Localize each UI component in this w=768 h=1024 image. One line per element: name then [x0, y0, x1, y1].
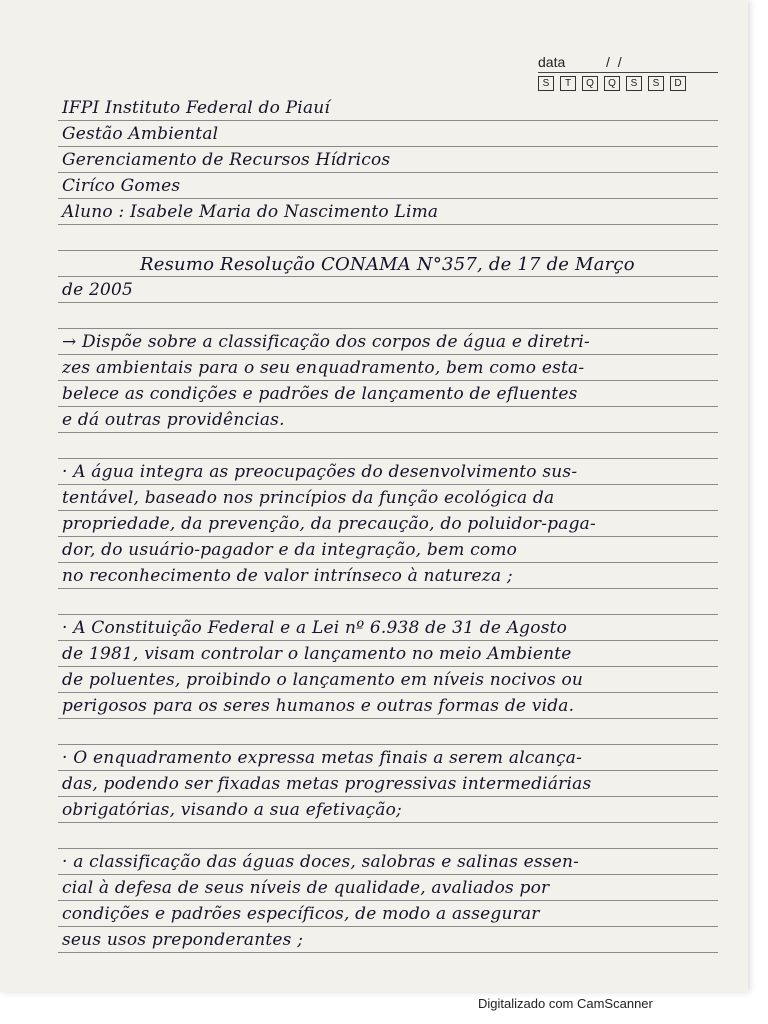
paragraph-line: obrigatórias, visando a sua efetivação; [62, 800, 402, 820]
paragraph-line: perigosos para os seres humanos e outras formas de vida. [62, 696, 575, 716]
ruled-line [58, 172, 718, 173]
weekday-box: Q [582, 76, 598, 91]
ruled-line [58, 536, 718, 537]
ruled-line [58, 406, 718, 407]
ruled-line [58, 458, 718, 459]
ruled-line [58, 640, 718, 641]
summary-title: Resumo Resolução CONAMA N°357, de 17 de Março [140, 254, 635, 275]
ruled-line [58, 302, 718, 303]
ruled-line [58, 874, 718, 875]
ruled-line [58, 250, 718, 251]
ruled-line [58, 926, 718, 927]
weekday-box: Q [604, 76, 620, 91]
weekday-box: T [560, 76, 576, 91]
date-header [538, 52, 718, 96]
ruled-line [58, 198, 718, 199]
ruled-line [58, 328, 718, 329]
paragraph-line: tentável, baseado nos princípios da função ecológica da [62, 488, 555, 508]
weekday-box: S [648, 76, 664, 91]
ruled-line [58, 224, 718, 225]
ruled-line [58, 484, 718, 485]
summary-title-cont: de 2005 [62, 280, 134, 300]
ruled-line [58, 354, 718, 355]
ruled-line [58, 146, 718, 147]
ruled-line [58, 848, 718, 849]
course-line: Gestão Ambiental [62, 124, 219, 144]
paragraph-line: · a classificação das águas doces, salobras e salinas essen- [62, 852, 580, 872]
date-label: data [538, 54, 566, 70]
ruled-line [58, 692, 718, 693]
ruled-line [58, 614, 718, 615]
teacher-line: Ciríco Gomes [62, 176, 181, 196]
ruled-line [58, 276, 718, 277]
paragraph-line: belece as condições e padrões de lançamento de efluentes [62, 384, 578, 404]
paragraph-line: → Dispõe sobre a classificação dos corpos de água e diretri- [62, 332, 590, 352]
paragraph-line: cial à defesa de seus níveis de qualidade, avaliados por [62, 878, 550, 898]
subject-line: Gerenciamento de Recursos Hídricos [62, 150, 391, 170]
ruled-line [58, 588, 718, 589]
paragraph-line: dor, do usuário-pagador e da integração, bem como [62, 540, 518, 560]
paragraph-line: zes ambientais para o seu enquadramento, bem como esta- [62, 358, 585, 378]
ruled-line [58, 796, 718, 797]
ruled-line [58, 952, 718, 953]
ruled-line [58, 900, 718, 901]
ruled-line [58, 666, 718, 667]
paragraph-line: condições e padrões específicos, de modo a assegurar [62, 904, 540, 924]
paragraph-line: · A Constituição Federal e a Lei nº 6.938 de 31 de Agosto [62, 618, 568, 638]
paragraph-line: seus usos preponderantes ; [62, 930, 304, 950]
ruled-line [58, 822, 718, 823]
weekday-box: S [626, 76, 642, 91]
paragraph-line: · O enquadramento expressa metas finais a serem alcança- [62, 748, 583, 768]
paragraph-line: de 1981, visam controlar o lançamento no meio Ambiente [62, 644, 572, 664]
paragraph-line: · A água integra as preocupações do desenvolvimento sus- [62, 462, 578, 482]
institution-line: IFPI Instituto Federal do Piauí [62, 98, 331, 118]
date-value: / / [606, 54, 624, 70]
paragraph-line: no reconhecimento de valor intrínseco à natureza ; [62, 566, 513, 586]
paragraph-line: e dá outras providências. [62, 410, 285, 430]
student-line: Aluno : Isabele Maria do Nascimento Lima [62, 202, 439, 222]
weekday-box: D [670, 76, 686, 91]
paragraph-line: das, podendo ser fixadas metas progressivas intermediárias [62, 774, 592, 794]
ruled-line [58, 432, 718, 433]
paragraph-line: de poluentes, proibindo o lançamento em níveis nocivos ou [62, 670, 584, 690]
paragraph-line: propriedade, da prevenção, da precaução, do poluidor-paga- [62, 514, 596, 534]
ruled-line [58, 120, 718, 121]
date-row [538, 52, 718, 73]
ruled-line [58, 380, 718, 381]
weekday-box: S [538, 76, 554, 91]
ruled-line [58, 744, 718, 745]
weekday-boxes [538, 76, 686, 91]
ruled-line [58, 562, 718, 563]
scanner-watermark: Digitalizado com CamScanner [478, 996, 653, 1011]
ruled-line [58, 718, 718, 719]
ruled-line [58, 770, 718, 771]
ruled-line [58, 510, 718, 511]
